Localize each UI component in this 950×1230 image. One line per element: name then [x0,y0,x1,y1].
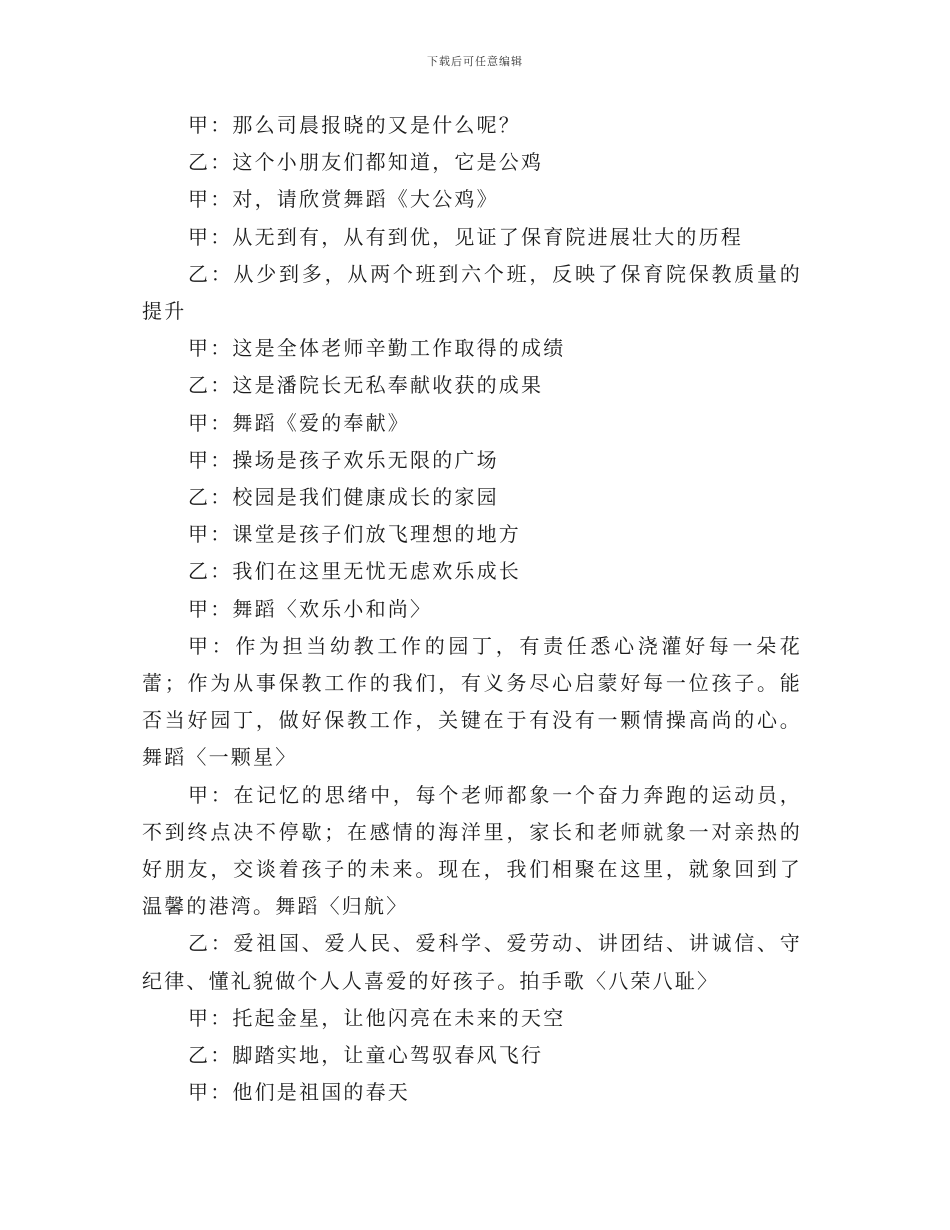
paragraph: 甲：托起金星，让他闪亮在未来的天空 [188,1005,566,1030]
paragraph: 乙：这个小朋友们都知道，它是公鸡 [188,150,544,175]
paragraph: 甲：舞蹈〈欢乐小和尚〉 [188,596,433,621]
paragraph: 乙：爱祖国、爱人民、爱科学、爱劳动、讲团结、讲诚信、守纪律、懂礼貌做个人人喜爱的好孩子。拍手歌〈八荣八耻〉 [142,931,802,993]
paragraph: 甲：他们是祖国的春天 [188,1080,410,1105]
paragraph: 乙：脚踏实地，让童心驾驭春风飞行 [188,1043,544,1068]
paragraph: 甲：作为担当幼教工作的园丁，有责任悉心浇灌好每一朵花蕾；作为从事保教工作的我们，有义务尽心启蒙好每一位孩子。能否当好园丁，做好保教工作，关键在于有没有一颗情操高尚的心。舞蹈〈一颗星〉 [142,633,802,770]
paragraph: 甲：这是全体老师辛勤工作取得的成绩 [188,336,566,361]
paragraph: 甲：舞蹈《爱的奉献》 [188,410,410,435]
document-body [142,107,802,1111]
paragraph: 甲：那么司晨报晓的又是什么呢？ [188,113,521,137]
paragraph: 乙：我们在这里无忧无虑欢乐成长 [188,559,521,584]
paragraph: 甲：从无到有，从有到优，见证了保育院进展壮大的历程 [188,224,743,249]
page-header-note: 下载后可任意编辑 [427,55,523,68]
paragraph: 甲：对，请欣赏舞蹈《大公鸡》 [188,187,499,212]
paragraph: 甲：课堂是孩子们放飞理想的地方 [188,522,521,547]
paragraph: 乙：这是潘院长无私奉献收获的成果 [188,373,544,398]
paragraph: 乙：从少到多，从两个班到六个班，反映了保育院保教质量的提升 [142,261,802,324]
paragraph: 甲：在记忆的思绪中，每个老师都象一个奋力奔跑的运动员，不到终点决不停歇；在感情的海洋里，家长和老师就象一对亲热的好朋友，交谈着孩子的未来。现在，我们相聚在这里，就象回到了温馨的港湾。舞蹈〈归航〉 [142,782,802,919]
paragraph: 甲：操场是孩子欢乐无限的广场 [188,447,499,472]
paragraph: 乙：校园是我们健康成长的家园 [188,485,499,510]
